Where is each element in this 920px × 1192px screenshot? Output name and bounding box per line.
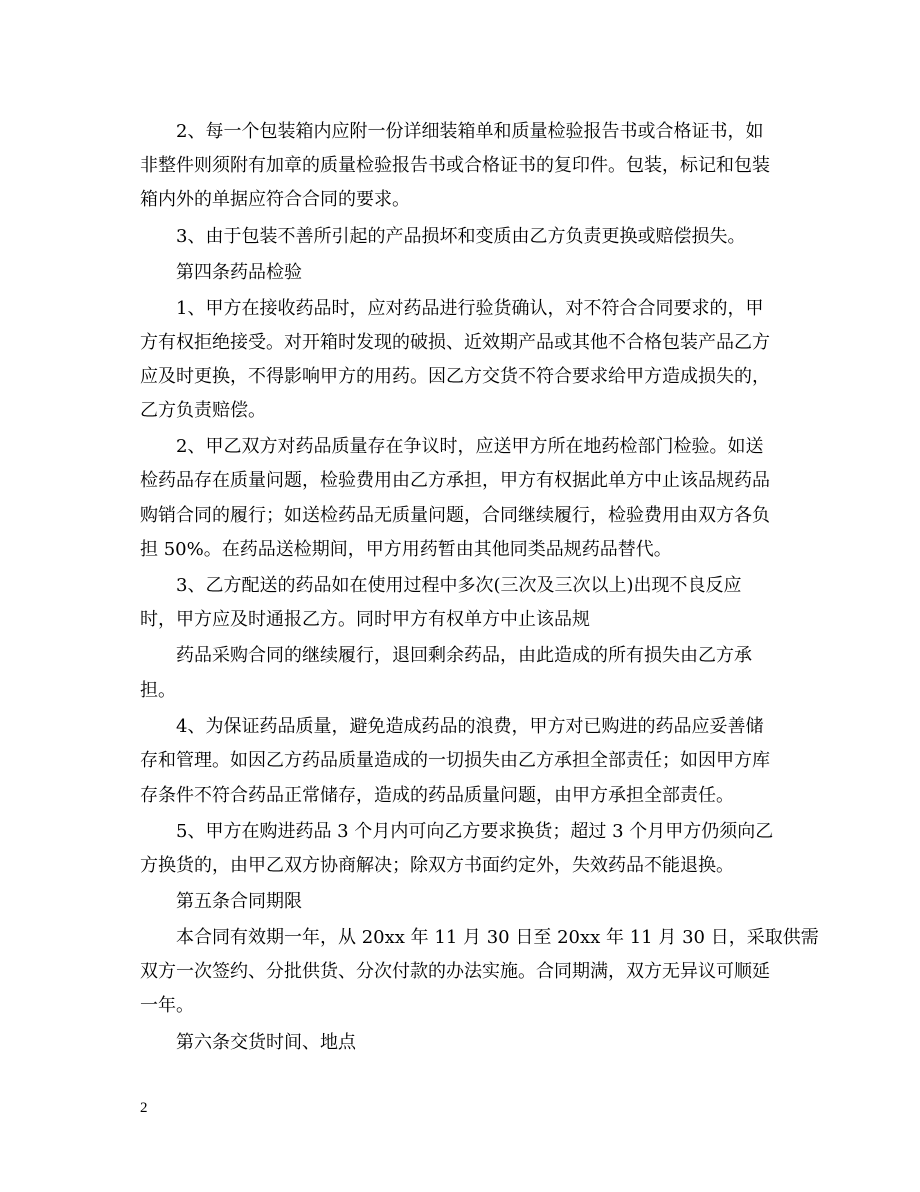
text-line: 1、甲方在接收药品时，应对药品进行验货确认，对不符合合同要求的，甲	[176, 298, 764, 319]
text-line: 3、乙方配送的药品如在使用过程中多次(三次及三次以上)出现不良反应	[176, 575, 742, 596]
section-heading: 第四条药品检验	[176, 262, 302, 283]
section-heading: 第六条交货时间、地点	[176, 1032, 356, 1053]
text-line: 2、每一个包装箱内应附一份详细装箱单和质量检验报告书或合格证书，如	[176, 121, 764, 142]
text-line: 时，甲方应及时通报乙方。同时甲方有权单方中止该品规	[140, 609, 590, 630]
text-line: 乙方负责赔偿。	[140, 400, 266, 421]
section-heading: 第五条合同期限	[176, 891, 302, 912]
text-line: 应及时更换，不得影响甲方的用药。因乙方交货不符合要求给甲方造成损失的，	[140, 366, 770, 387]
text-line: 箱内外的单据应符合合同的要求。	[140, 189, 410, 210]
text-line: 本合同有效期一年，从 20xx 年 11 月 30 日至 20xx 年 11 月 30 日，采取供需	[176, 927, 819, 948]
text-line: 方换货的，由甲乙双方协商解决；除双方书面约定外，失效药品不能退换。	[140, 855, 734, 876]
text-line: 4、为保证药品质量，避免造成药品的浪费，甲方对已购进的药品应妥善储	[176, 716, 764, 737]
text-line: 2、甲乙双方对药品质量存在争议时，应送甲方所在地药检部门检验。如送	[176, 436, 764, 457]
page-number: 2	[140, 1100, 148, 1116]
text-line: 3、由于包装不善所引起的产品损坏和变质由乙方负责更换或赔偿损失。	[176, 226, 746, 247]
text-line: 存条件不符合药品正常储存，造成的药品质量问题，由甲方承担全部责任。	[140, 785, 734, 806]
text-line: 担 50%。在药品送检期间，甲方用药暂由其他同类品规药品替代。	[140, 539, 672, 560]
text-line: 方有权拒绝接受。对开箱时发现的破损、近效期产品或其他不合格包装产品乙方	[140, 332, 770, 353]
text-line: 一年。	[140, 995, 194, 1016]
text-line: 5、甲方在购进药品 3 个月内可向乙方要求换货；超过 3 个月甲方仍须向乙	[176, 821, 774, 842]
text-line: 购销合同的履行；如送检药品无质量问题，合同继续履行，检验费用由双方各负	[140, 505, 770, 526]
text-line: 非整件则须附有加章的质量检验报告书或合格证书的复印件。包装，标记和包装	[140, 155, 770, 176]
text-line: 药品采购合同的继续履行，退回剩余药品，由此造成的所有损失由乙方承	[176, 645, 752, 666]
text-line: 双方一次签约、分批供货、分次付款的办法实施。合同期满，双方无异议可顺延	[140, 961, 770, 982]
text-line: 存和管理。如因乙方药品质量造成的一切损失由乙方承担全部责任；如因甲方库	[140, 750, 770, 771]
text-line: 担。	[140, 680, 176, 701]
text-line: 检药品存在质量问题，检验费用由乙方承担，甲方有权据此单方中止该品规药品	[140, 470, 770, 491]
